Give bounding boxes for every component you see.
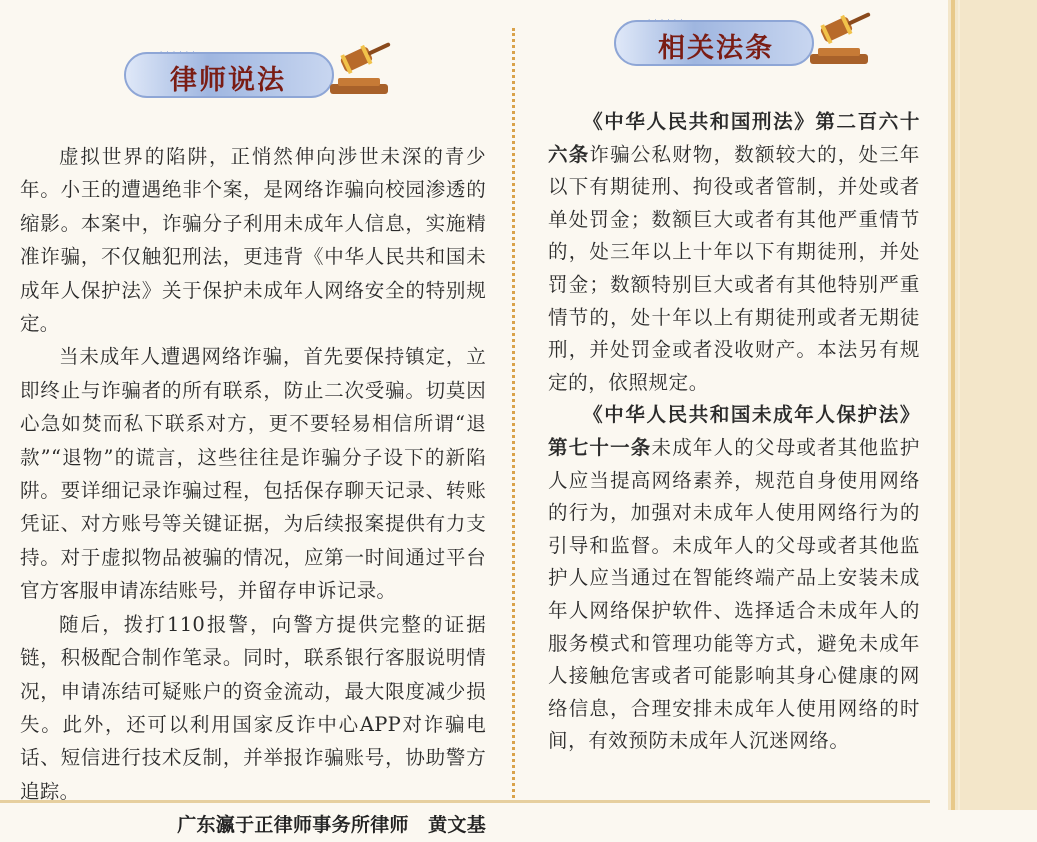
commentary-paragraph: 随后，拨打110报警，向警方提供完整的证据链，积极配合制作笔录。同时，联系银行客服说明情况，申请冻结可疑账户的资金流动，最大限度减少损失。此外，还可以利用国家反诈中心APP对诈骗电话、短信进行技术反制，并举报诈骗账号，协助警方追踪。 (20, 612, 486, 803)
badge-title: 相关法条 (658, 33, 774, 64)
column-divider (512, 28, 515, 798)
gavel-icon (324, 40, 396, 102)
gavel-icon (804, 10, 876, 72)
section-badge-lawyer (124, 48, 394, 98)
lawyer-commentary (20, 140, 486, 842)
law-article-2 (548, 399, 920, 758)
commentary-paragraph: 当未成年人遭遇网络诈骗，首先要保持镇定，立即终止与诈骗者的所有联系，防止二次受骗。切莫因心急如焚而私下联系对方，更不要轻易相信所谓“退款”“退物”的谎言，这些往往是诈骗分子设下的新陷阱。要详细记录诈骗过程，包括保存聊天记录、转账凭证、对方账号等关键证据，为后续报案提供有力支持。对于虚拟物品被骗的情况，应第一时间通过平台官方客服申请冻结账号，并留存申诉记录。 (20, 345, 486, 603)
section-badge-law (614, 16, 884, 66)
badge-deco-text: · · · · · · (648, 16, 684, 24)
related-laws (548, 106, 920, 758)
badge-title: 律师说法 (170, 65, 286, 96)
law-article-2-name: 《中华人民共和国未成年人保护法》第七十一条 (548, 403, 920, 459)
law-article-1-text: 诈骗公私财物，数额较大的，处三年以下有期徒刑、拘役或者管制，并处或者单处罚金；数额巨大或者有其他严重情节的，处三年以上十年以下有期徒刑，并处罚金；数额特别巨大或者有其他特别严重情节的，处十年以上有期徒刑或者无期徒刑，并处罚金或者没收财产。本法另有规定的，依照规定。 (548, 142, 920, 394)
badge-deco-text: · · · · · · (160, 48, 196, 56)
commentary-paragraph: 虚拟世界的陷阱，正悄然伸向涉世未深的青少年。小王的遭遇绝非个案，是网络诈骗向校园渗透的缩影。本案中，诈骗分子利用未成年人信息，实施精准诈骗，不仅触犯刑法，更违背《中华人民共和国未成年人保护法》关于保护未成年人网络安全的特别规定。 (20, 145, 486, 336)
law-article-2-text: 未成年人的父母或者其他监护人应当提高网络素养，规范自身使用网络的行为，加强对未成年人使用网络行为的引导和监督。未成年人的父母或者其他监护人应当通过在智能终端产品上安装未成年人网络保护软件、选择适合未成年人的服务模式和管理功能等方式，避免未成年人接触危害或者可能影响其身心健康的网络信息，合理安排未成年人使用网络的时间，有效预防未成年人沉迷网络。 (548, 435, 920, 753)
page-border-right (948, 0, 1037, 810)
author-signature: 广东瀛于正律师事务所律师 黄文基 (177, 814, 486, 837)
law-article-1-name: 《中华人民共和国刑法》第二百六十六条 (548, 110, 920, 166)
law-article-1 (548, 106, 920, 399)
